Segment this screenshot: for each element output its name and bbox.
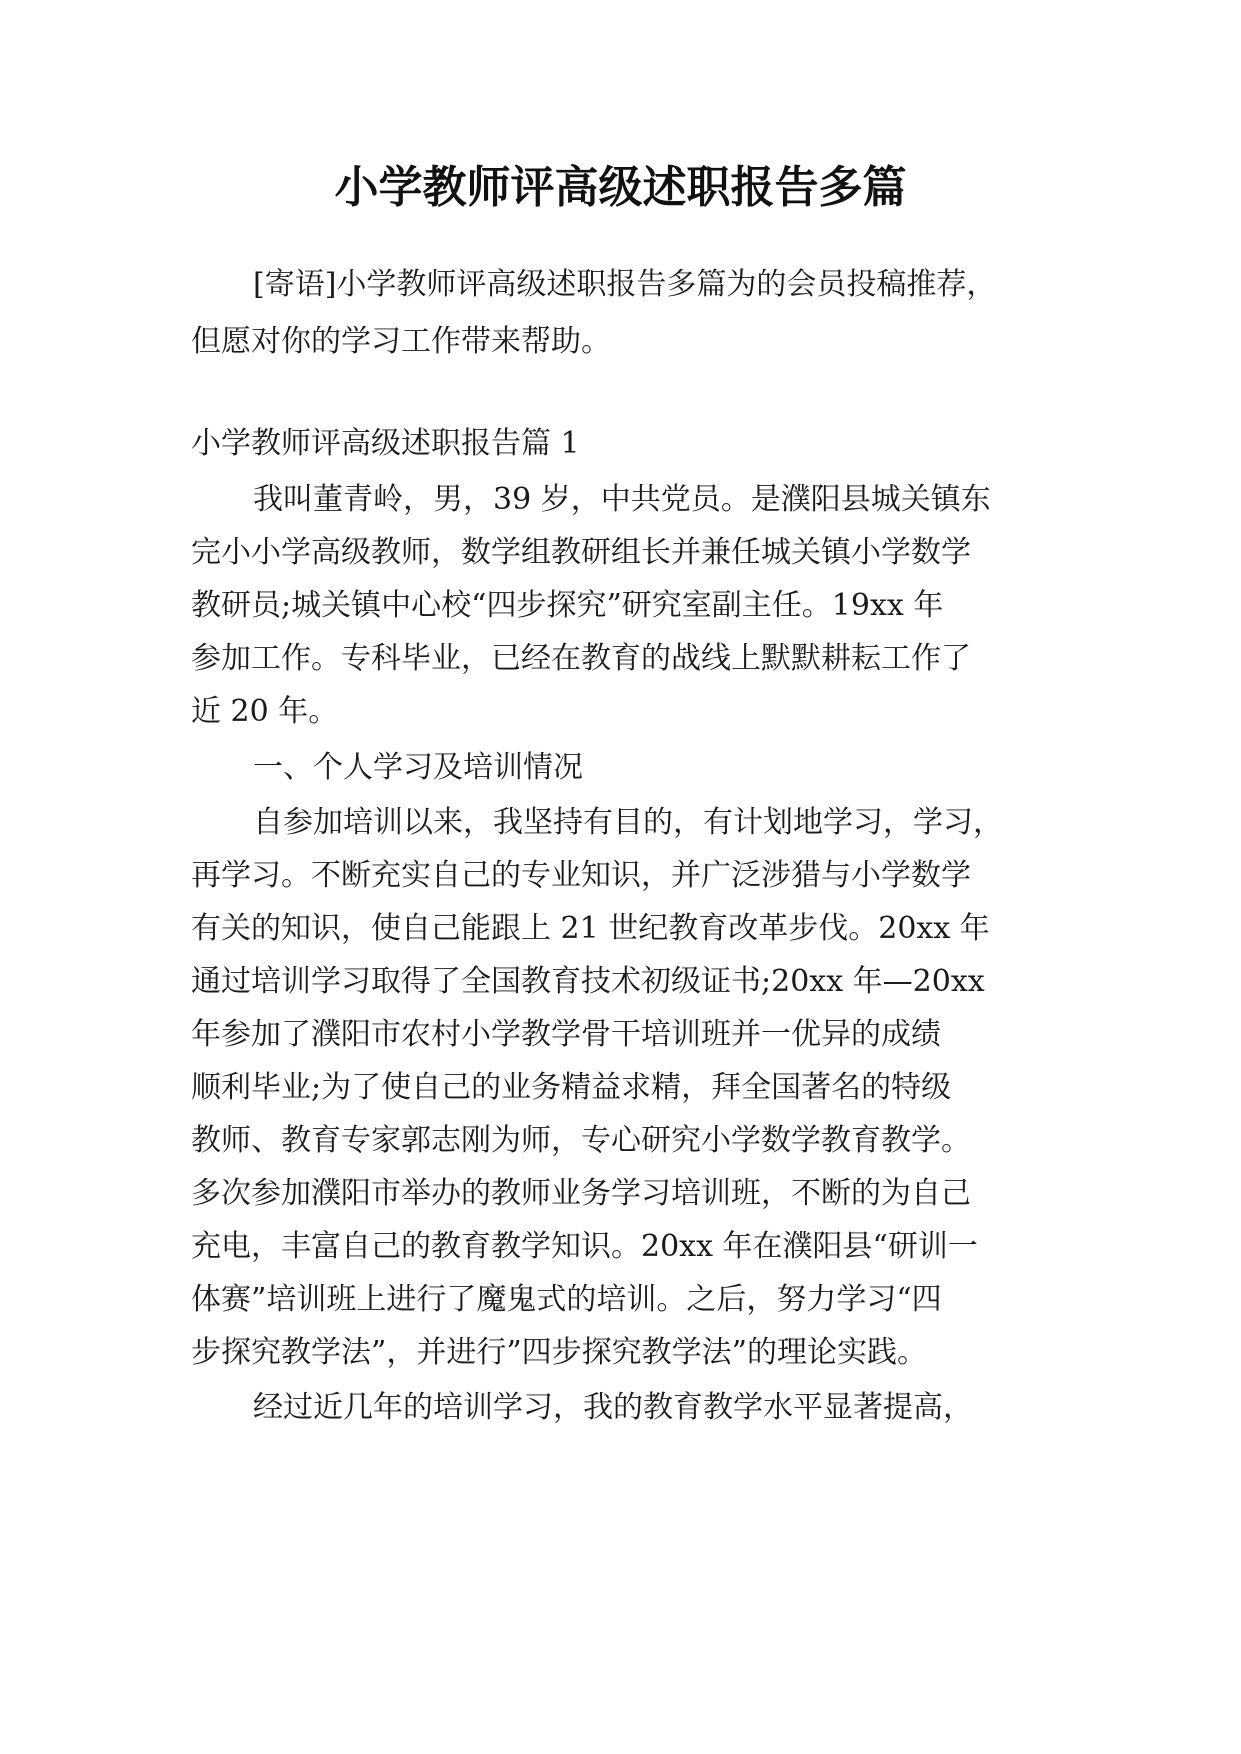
article-heading: 小学教师评高级述职报告篇 1 xyxy=(191,426,580,461)
paragraph-line: 我叫董青岭，男，39 岁，中共党员。是濮阳县城关镇东 xyxy=(253,482,991,517)
paragraph-line: 体赛”培训班上进行了魔鬼式的培训。之后，努力学习“四 xyxy=(191,1282,942,1317)
paragraph-line: 多次参加濮阳市举办的教师业务学习培训班，不断的为自己 xyxy=(191,1176,971,1211)
paragraph-line: 经过近几年的培训学习，我的教育教学水平显著提高， xyxy=(253,1390,973,1425)
paragraph-line: 顺利毕业;为了使自己的业务精益求精，拜全国著名的特级 xyxy=(191,1070,952,1105)
page-title: 小学教师评高级述职报告多篇 xyxy=(334,162,907,213)
paragraph-line: 再学习。不断充实自己的专业知识，并广泛涉猎与小学数学 xyxy=(191,858,971,893)
paragraph-line: 教师、教育专家郭志刚为师，专心研究小学数学教育教学。 xyxy=(191,1123,971,1158)
paragraph-line: 教研员;城关镇中心校“四步探究”研究室副主任。19xx 年 xyxy=(191,588,944,623)
paragraph-line: 近 20 年。 xyxy=(191,694,339,729)
paragraph-line: 有关的知识，使自己能跟上 21 世纪教育改革步伐。20xx 年 xyxy=(191,911,990,946)
section-heading: 一、个人学习及培训情况 xyxy=(253,750,583,785)
intro-line: [寄语]小学教师评高级述职报告多篇为的会员投稿推荐， xyxy=(253,267,997,302)
paragraph-line: 年参加了濮阳市农村小学教学骨干培训班并一优异的成绩 xyxy=(191,1017,941,1052)
paragraph-line: 通过培训学习取得了全国教育技术初级证书;20xx 年—20xx xyxy=(191,964,985,999)
paragraph-line: 充电，丰富自己的教育教学知识。20xx 年在濮阳县“研训一 xyxy=(191,1229,978,1264)
paragraph-line: 自参加培训以来，我坚持有目的，有计划地学习，学习， xyxy=(253,805,1003,840)
intro-line: 但愿对你的学习工作带来帮助。 xyxy=(191,324,611,359)
paragraph-line: 参加工作。专科毕业，已经在教育的战线上默默耕耘工作了 xyxy=(191,641,971,676)
paragraph-line: 步探究教学法”，并进行”四步探究教学法”的理论实践。 xyxy=(191,1335,928,1370)
paragraph-line: 完小小学高级教师，数学组教研组长并兼任城关镇小学数学 xyxy=(191,535,971,570)
